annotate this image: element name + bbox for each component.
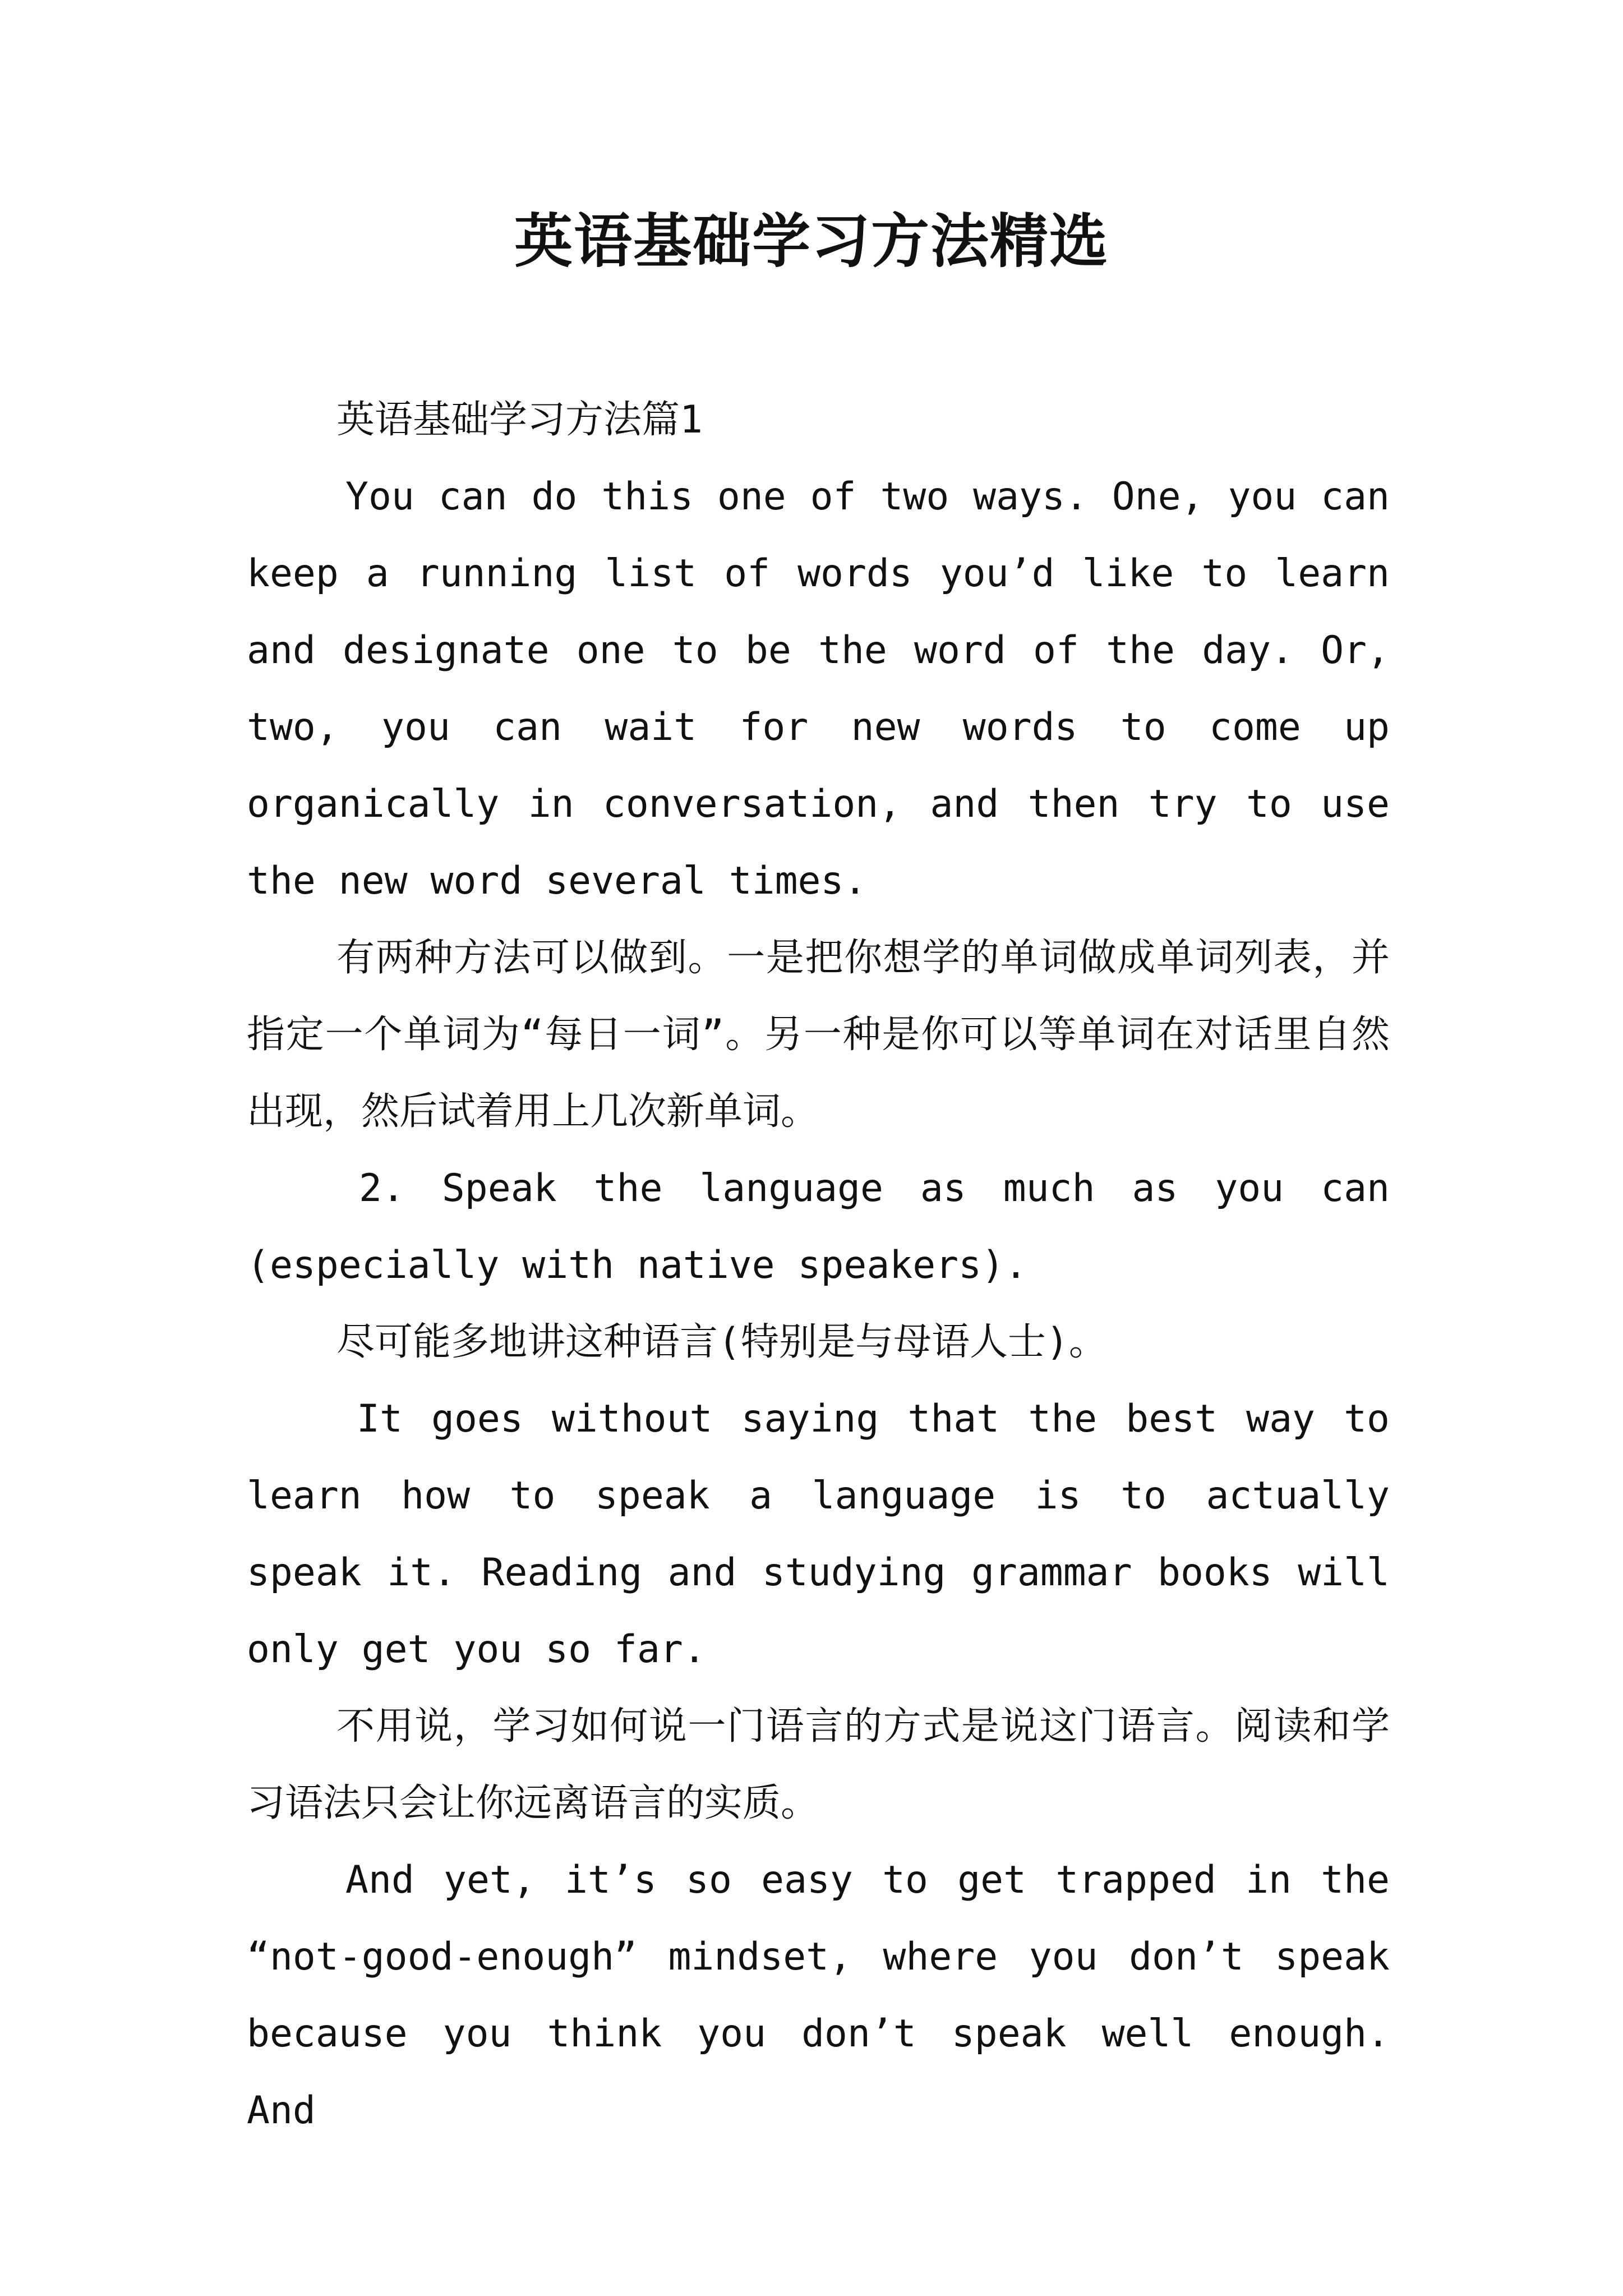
paragraph-chinese-3: 不用说，学习如何说一门语言的方式是说这门语言。阅读和学习语法只会让你远离语言的实质。 xyxy=(247,1704,1390,1825)
document-title: 英语基础学习方法精选 xyxy=(514,206,1109,275)
paragraph-english-2: 2. Speak the language as much as you can (especially with native speakers). xyxy=(247,1166,1390,1287)
paragraph-chinese-2: 尽可能多地讲这种语言(特别是与母语人士)。 xyxy=(336,1320,1107,1364)
paragraph-english-4: And yet, it’s so easy to get trapped in the “not-good-enough” mindset, where you don’t speak because you think you don’t speak well enough. And xyxy=(247,1858,1390,2133)
document-body xyxy=(247,381,1390,2149)
paragraph-english-3: It goes without saying that the best way to learn how to speak a language is to actually speak it. Reading and studying grammar books will only get you so far. xyxy=(247,1397,1390,1672)
section-heading: 英语基础学习方法篇1 xyxy=(336,398,703,442)
paragraph-chinese-1: 有两种方法可以做到。一是把你想学的单词做成单词列表，并指定一个单词为“每日一词”。另一种是你可以等单词在对话里自然出现，然后试着用上几次新单词。 xyxy=(247,936,1390,1134)
paragraph-english-1: You can do this one of two ways. One, you can keep a running list of words you’d like to learn and designate one to be the word of the day. Or, two, you can wait for new words to come up organically in conversation, and then try to use the new word several times. xyxy=(247,475,1390,903)
